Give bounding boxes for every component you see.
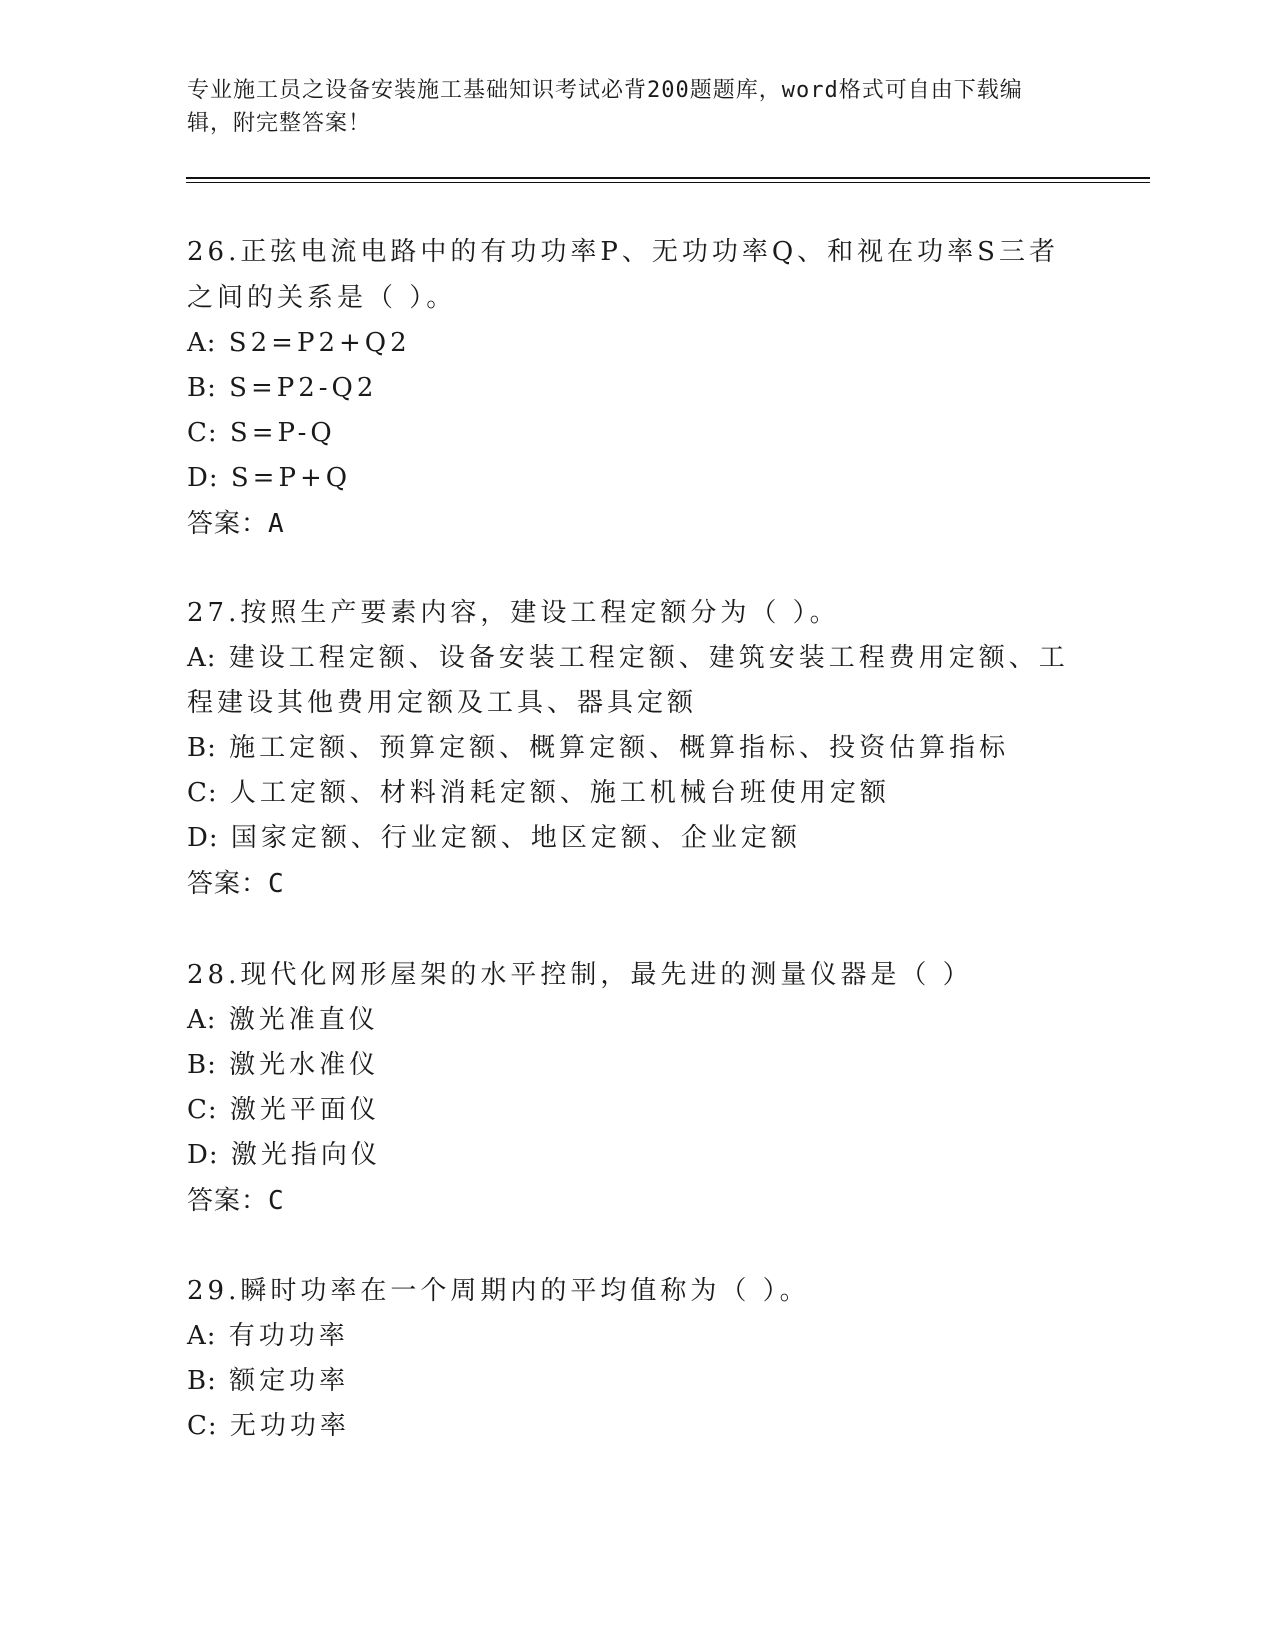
option-text: S=P2-Q2: [216, 373, 378, 403]
question-28: [187, 952, 1087, 1224]
option-letter: B:: [187, 1050, 217, 1080]
option-text: 建设工程定额、设备安装工程定额、建筑安装工程费用定额、工程建设其他费用定额及工具、器具定额: [187, 643, 1069, 718]
option-letter: C:: [187, 418, 218, 448]
option-b: [187, 1359, 1087, 1404]
option-letter: A:: [187, 328, 217, 358]
option-letter: A:: [187, 1005, 217, 1035]
option-letter: D:: [187, 823, 219, 853]
option-c: [187, 1404, 1087, 1449]
answer-label: 答案：C: [187, 1186, 285, 1216]
option-a: [187, 998, 1087, 1043]
option-text: 激光指向仪: [218, 1140, 381, 1170]
option-a: [187, 636, 1087, 726]
header-divider-thin: [186, 182, 1150, 183]
document-header-title: 专业施工员之设备安装施工基础知识考试必背200题题库，word格式可自由下载编辑，附完整答案！: [187, 78, 1023, 136]
option-d: [187, 816, 1087, 861]
option-text: 人工定额、材料消耗定额、施工机械台班使用定额: [217, 778, 890, 808]
option-text: 激光平面仪: [217, 1095, 380, 1125]
option-letter: C:: [187, 1411, 218, 1441]
option-text: 有功功率: [216, 1321, 349, 1351]
option-text: 国家定额、行业定额、地区定额、企业定额: [218, 823, 801, 853]
option-b: [187, 726, 1087, 771]
question-stem: 26.正弦电流电路中的有功功率P、无功功率Q、和视在功率S三者之间的关系是（ ）。: [187, 237, 1059, 313]
option-letter: B:: [187, 1366, 217, 1396]
option-letter: D:: [187, 463, 219, 493]
answer-label: 答案：C: [187, 869, 285, 899]
option-text: 施工定额、预算定额、概算定额、概算指标、投资估算指标: [216, 733, 1010, 763]
option-letter: D:: [187, 1140, 219, 1170]
option-text: 额定功率: [216, 1366, 350, 1396]
question-stem: 28.现代化网形屋架的水平控制，最先进的测量仪器是（ ）: [187, 960, 973, 990]
option-text: S2=P2+Q2: [216, 328, 411, 358]
option-letter: A:: [187, 643, 217, 673]
option-c: [187, 1088, 1087, 1133]
option-letter: B:: [187, 733, 217, 763]
option-text: S=P+Q: [218, 463, 352, 493]
option-b: [187, 366, 1087, 411]
question-26: [187, 229, 1087, 547]
option-text: 激光准直仪: [216, 1005, 379, 1035]
option-text: S=P-Q: [217, 418, 336, 448]
header-divider-thick: [186, 177, 1150, 179]
option-b: [187, 1043, 1087, 1088]
option-a: [187, 1314, 1087, 1359]
option-text: 激光水准仪: [216, 1050, 380, 1080]
option-letter: A:: [187, 1321, 217, 1351]
option-letter: B:: [187, 373, 217, 403]
option-letter: C:: [187, 778, 218, 808]
option-letter: C:: [187, 1095, 218, 1125]
answer-label: 答案：A: [187, 509, 285, 539]
option-d: [187, 456, 1087, 501]
option-a: [187, 321, 1087, 366]
question-27: [187, 590, 1087, 907]
option-c: [187, 771, 1087, 816]
option-text: 无功功率: [217, 1411, 350, 1441]
question-stem: 29.瞬时功率在一个周期内的平均值称为（ ）。: [187, 1276, 810, 1306]
question-stem: 27.按照生产要素内容，建设工程定额分为（ ）。: [187, 598, 840, 628]
option-c: [187, 411, 1087, 456]
option-d: [187, 1133, 1087, 1178]
question-29: [187, 1268, 1087, 1449]
